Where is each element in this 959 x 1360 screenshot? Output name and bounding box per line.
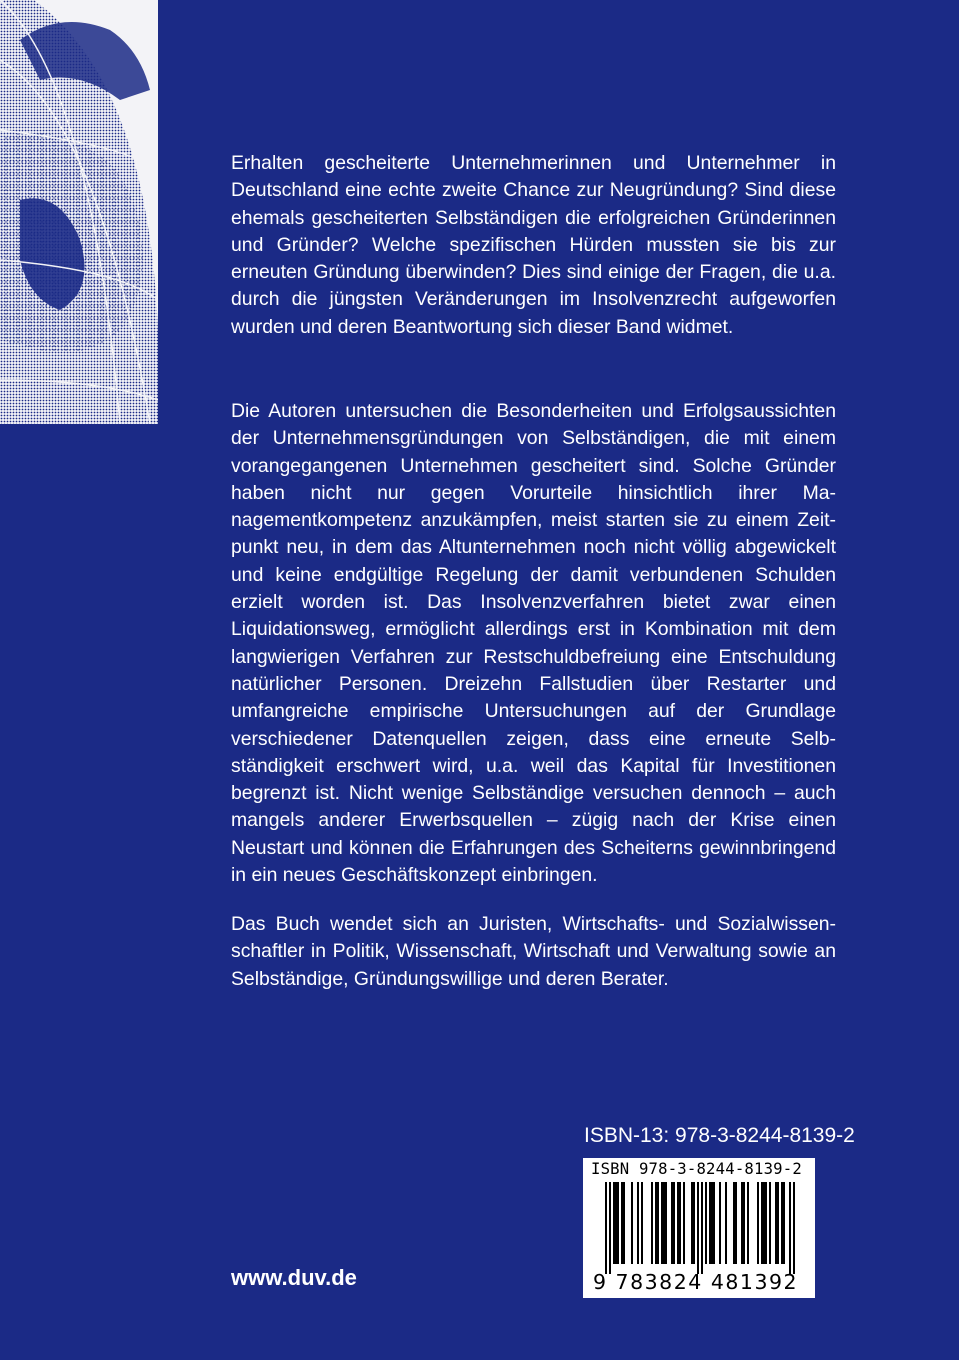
barcode-bar — [679, 1182, 681, 1264]
barcode-bar — [657, 1182, 659, 1264]
barcode-bar — [631, 1182, 633, 1264]
barcode-bar — [733, 1182, 735, 1264]
barcode-bar — [683, 1182, 685, 1264]
barcode-bar — [615, 1182, 617, 1264]
barcode-bar — [775, 1182, 777, 1264]
barcode-bar — [693, 1182, 695, 1264]
isbn-label: ISBN-13: 978-3-8244-8139-2 — [584, 1124, 855, 1147]
barcode-bar — [713, 1182, 715, 1264]
barcode-bar — [697, 1182, 699, 1274]
barcode-bar — [655, 1182, 657, 1264]
barcode-bar — [789, 1182, 791, 1274]
barcode-bar — [673, 1182, 675, 1264]
barcode-bar — [725, 1182, 727, 1264]
barcode-bar — [671, 1182, 673, 1264]
barcode-bar — [781, 1182, 783, 1264]
barcode-bar — [651, 1182, 653, 1264]
barcode-bar — [665, 1182, 667, 1264]
barcode-bar — [605, 1182, 607, 1274]
barcode-bar — [637, 1182, 639, 1264]
barcode-isbn-text: ISBN 978-3-8244-8139-2 — [591, 1160, 802, 1178]
barcode-bar — [741, 1182, 743, 1264]
barcode-bar — [747, 1182, 749, 1264]
barcode-bar — [661, 1182, 663, 1264]
barcode-bar — [793, 1182, 795, 1274]
barcode-bar — [617, 1182, 619, 1264]
barcode-bar — [757, 1182, 759, 1264]
barcode-bar — [719, 1182, 721, 1264]
barcode-bar — [777, 1182, 779, 1264]
audience-paragraph: Das Buch wendet sich an Juristen, Wirtschafts- und Sozialwissenschaftler in Politik, Wissenschaft, Wirtschaft und Verwaltung sowie an Selbständige, Gründungswillige und deren Berater. — [231, 913, 836, 990]
description-paragraph-2: Die Autoren untersuchen die Besonderheiten und Erfolgsaussichten der Unternehmensgründungen von Selbständigen, die mit einem vorangegangenen Unternehmen gescheitert sind. Solche Gründer haben nicht nur gegen Vorurteile hinsichtlich ihrer Managementkompetenz anzukämpfen, meist starten sie zu einem Zeitpunkt neu, in dem das Altunternehmen noch nicht völlig abgewickelt und keine endgültige Regelung der damit verbundenen Schulden erzielt worden ist. Das Insolvenzverfahren bietet zwar einen Liquidationsweg, ermöglicht allerdings erst in Kombination mit dem langwierigen Verfahren zur Restschuldbefreiung eine Entschuldung natürlicher Personen. Dreizehn Fallstudien über Restarter und umfangreiche empirische Untersuchungen auf der Grundlage verschiedener Datenquellen zeigen, dass eine erneute Selbständigkeit erschwert wird, u.a. weil das Kapital für Investitionen begrenzt ist. Nicht wenige Selbständige versuchen dennoch – auch mangels anderer Erwerbsquellen – zügig nach der Krise einen Neustart und können die Erfahrungen des Scheiterns gewinnbringend in ein neues Geschäftskonzept einbringen. — [231, 400, 836, 887]
barcode-bar — [769, 1182, 771, 1264]
barcode-bar — [613, 1182, 615, 1264]
barcode-bar — [609, 1182, 611, 1274]
barcode-bar — [743, 1182, 745, 1264]
barcode-bar — [691, 1182, 693, 1264]
barcode-bar — [621, 1182, 623, 1264]
barcode-bar — [641, 1182, 643, 1264]
barcode-bar — [623, 1182, 625, 1264]
barcode-bar — [783, 1182, 785, 1264]
barcode-bar — [711, 1182, 713, 1264]
barcode-bars — [583, 1182, 815, 1274]
publisher-website: www.duv.de — [231, 1265, 357, 1290]
barcode-bar — [677, 1182, 679, 1264]
barcode-bar — [663, 1182, 665, 1264]
barcode-bar — [705, 1182, 707, 1264]
barcode-bar — [763, 1182, 765, 1264]
isbn-barcode — [583, 1158, 815, 1298]
description-paragraph-1: Erhalten gescheiterte Unternehmerinnen und Unternehmer in Deutschland eine echte zweite Chance zur Neugründung? Sind diese ehemals gescheiterten Selbständigen die erfolgreichen Gründerinnen und Gründer? Welche spezifischen Hürden mussten sie bis zur erneuten Gründung überwinden? Dies sind einige der Fragen, die u.a. durch die jüngsten Veränderungen im Insolvenzrecht aufgeworfen wurden und deren Beantwortung sich dieser Band widmet. — [231, 152, 836, 338]
barcode-bar — [735, 1182, 737, 1264]
barcode-bar — [709, 1182, 711, 1264]
globe-illustration — [0, 0, 158, 424]
barcode-bar — [701, 1182, 703, 1274]
barcode-bar — [765, 1182, 767, 1264]
barcode-bar — [761, 1182, 763, 1264]
barcode-digits: 9 783824 481392 — [593, 1270, 799, 1294]
